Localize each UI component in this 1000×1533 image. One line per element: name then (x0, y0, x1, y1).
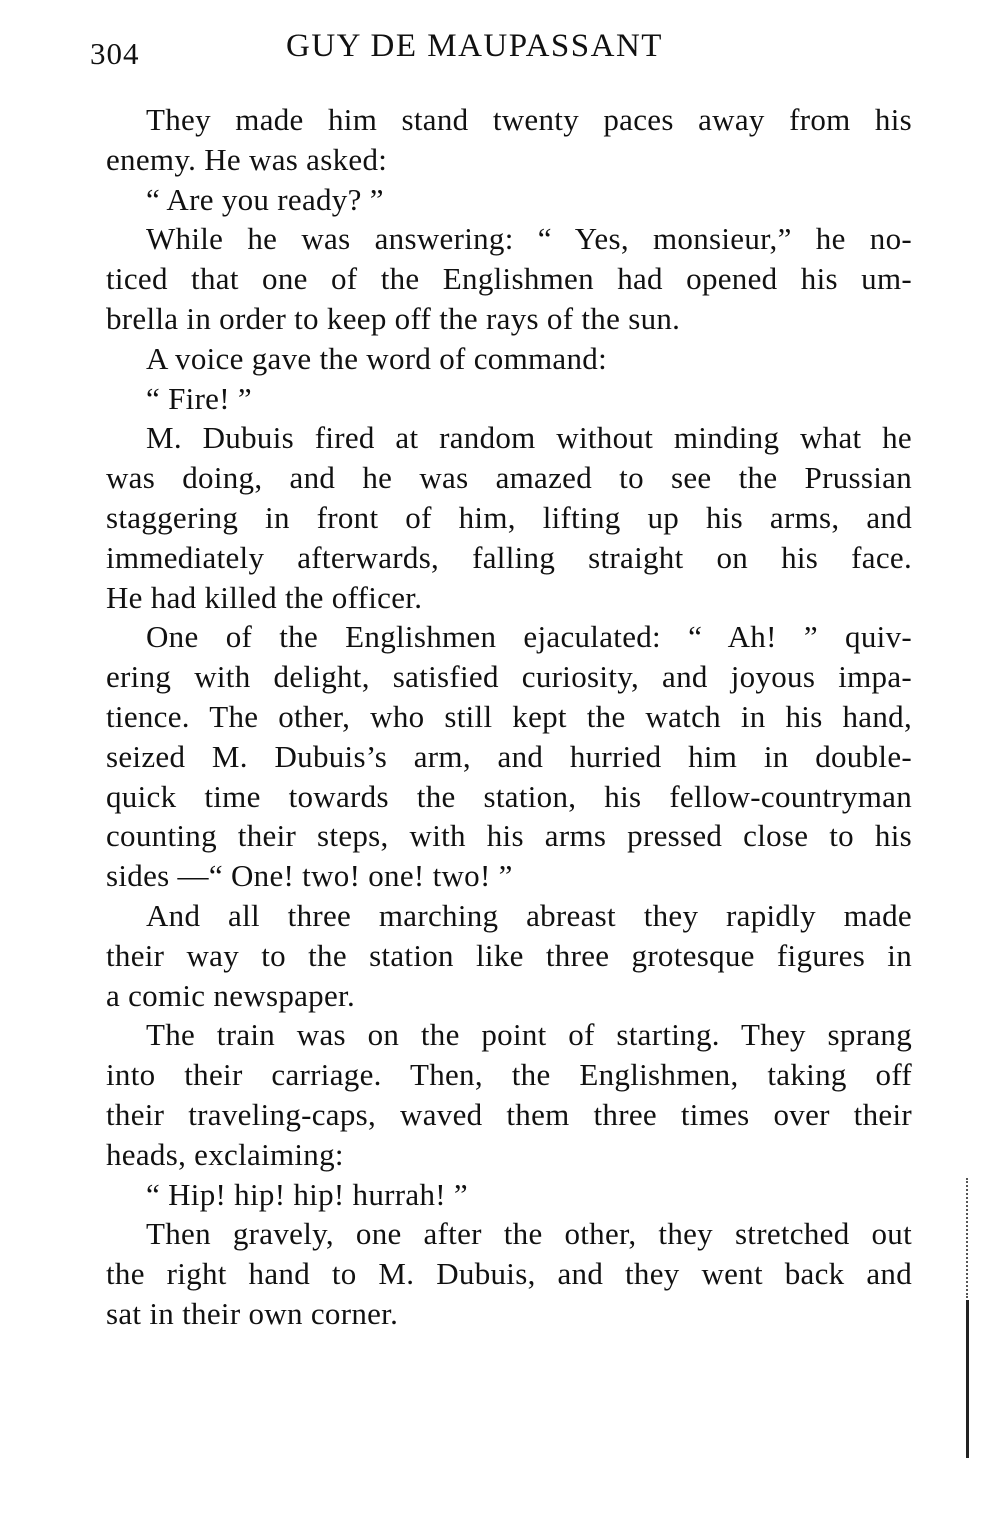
text-line: A voice gave the word of command: (146, 340, 607, 376)
page-header (90, 28, 920, 78)
text-line: brella in order to keep off the rays of the sun. (106, 300, 681, 336)
text-line: While he was answering: “ Yes, monsieur,” he no- (146, 221, 912, 257)
text-line: the right hand to M. Dubuis, and they went back and (106, 1256, 912, 1292)
text-line: heads, exclaiming: (106, 1136, 344, 1172)
text-line: sides —“ One! two! one! two! ” (106, 858, 513, 894)
text-line: M. Dubuis fired at random without minding what he (146, 420, 912, 456)
text-line: immediately afterwards, falling straight on his face. (106, 539, 912, 575)
text-line: “ Hip! hip! hip! hurrah! ” (146, 1176, 468, 1212)
text-line: One of the Englishmen ejaculated: “ Ah! ” quiv- (146, 619, 912, 655)
text-line: counting their steps, with his arms pressed close to his (106, 818, 912, 854)
text-line: their traveling-caps, waved them three times over their (106, 1096, 912, 1132)
text-line: seized M. Dubuis’s arm, and hurried him in double- (106, 738, 912, 774)
running-head: GUY DE MAUPASSANT (286, 28, 663, 64)
page-number: 304 (90, 36, 140, 71)
text-line: He had killed the officer. (106, 579, 423, 615)
text-line: was doing, and he was amazed to see the Prussian (106, 460, 912, 496)
text-line: quick time towards the station, his fellow-countryman (106, 778, 912, 814)
text-line: ering with delight, satisfied curiosity, and joyous impa- (106, 659, 912, 695)
margin-rule-line (966, 1300, 969, 1458)
text-line: The train was on the point of starting. They sprang (146, 1017, 912, 1053)
text-line: “ Fire! ” (146, 380, 252, 416)
margin-dotted-line (966, 1178, 968, 1298)
text-line: “ Are you ready? ” (146, 181, 384, 217)
text-line: Then gravely, one after the other, they stretched out (146, 1216, 912, 1252)
text-line: enemy. He was asked: (106, 141, 388, 177)
text-line: into their carriage. Then, the Englishmen, taking off (106, 1057, 912, 1093)
text-line: ticed that one of the Englishmen had opened his um- (106, 261, 912, 297)
text-line: tience. The other, who still kept the watch in his hand, (106, 698, 912, 734)
body-text (106, 100, 912, 1334)
text-line: And all three marching abreast they rapidly made (146, 897, 912, 933)
text-line: sat in their own corner. (106, 1295, 399, 1331)
text-line: their way to the station like three grotesque figures in (106, 937, 912, 973)
text-line: a comic newspaper. (106, 977, 355, 1013)
text-line: staggering in front of him, lifting up his arms, and (106, 499, 912, 535)
text-line: They made him stand twenty paces away from his (146, 102, 912, 137)
